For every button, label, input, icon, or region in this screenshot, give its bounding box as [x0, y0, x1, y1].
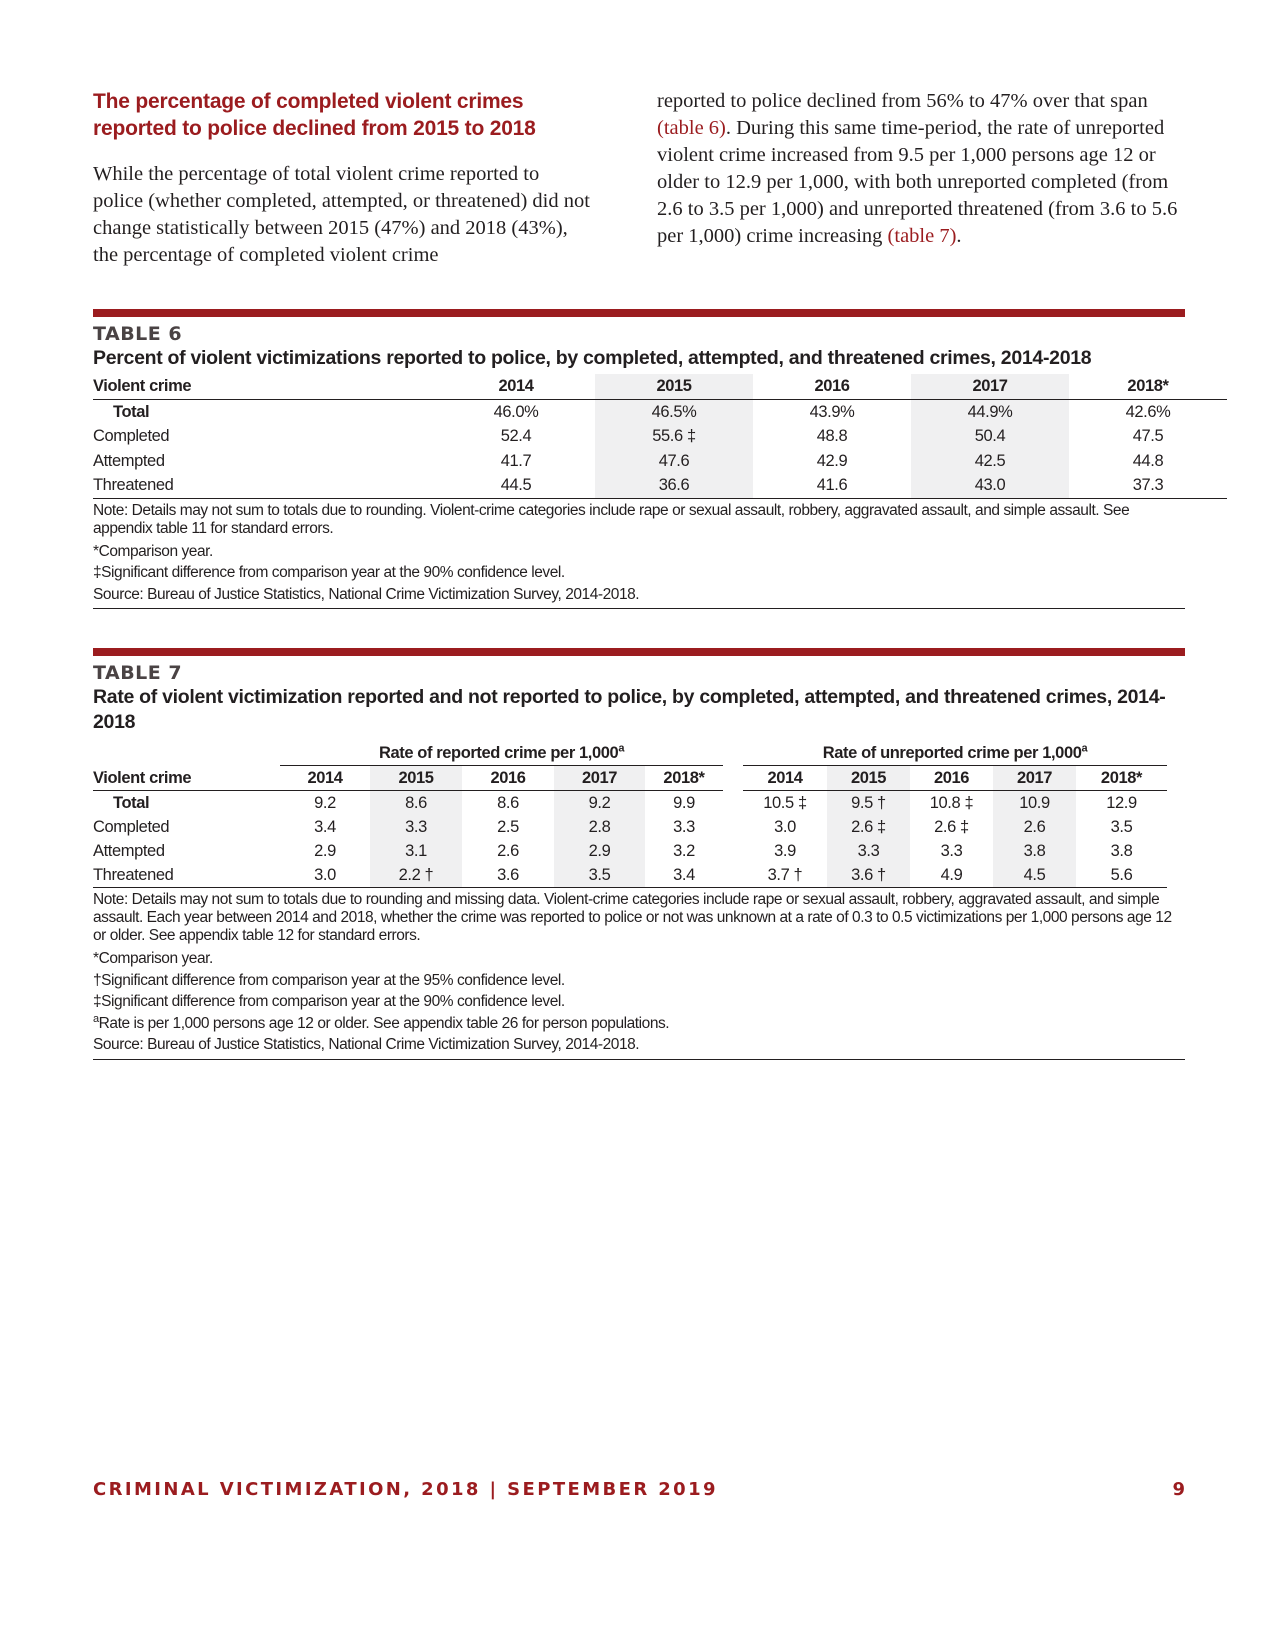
unreported-rate-cell: 10.9: [993, 791, 1076, 815]
reported-rate-cell: 3.6: [462, 863, 554, 888]
table-cell: 41.6: [753, 473, 911, 499]
intro-text-part2: . During this same time-period, the rate of unreported violent crime increased from 9.5 per 1,000 persons age 12 or older to 12.9 per 1,000, with both unreported completed (from 2.6 to 3.5 per 1,000) and unreported threatened (from 3.6 to 5.6 per 1,000) crime increasing: [657, 117, 1178, 247]
table-cell: 46.0%: [493, 402, 539, 421]
column-header-year: 2015: [827, 766, 910, 791]
reported-rate-cell: 3.0: [280, 863, 370, 888]
reported-rate-cell: 2.5: [497, 818, 519, 836]
reported-rate-cell: 3.3: [673, 818, 695, 836]
table-cell: 42.6%: [1125, 402, 1171, 421]
row-label: Threatened: [93, 863, 280, 888]
column-gap: [723, 791, 743, 815]
unreported-rate-cell: 3.7 †: [743, 863, 827, 888]
reported-rate-cell: 2.6: [497, 842, 519, 860]
reported-rate-cell: 2.8: [554, 815, 645, 839]
reported-rate-cell: 9.2: [314, 794, 336, 812]
table-cell: 36.6: [595, 473, 753, 499]
header-spacer: [723, 741, 743, 765]
group-header-unreported-text: Rate of unreported crime per 1,000: [822, 744, 1082, 762]
group-header-unreported: [743, 741, 1167, 766]
row-label: Total: [113, 402, 150, 421]
table-6-label: TABLE 6: [93, 323, 183, 345]
reported-rate-cell: 2.9: [554, 839, 645, 863]
table-7-grid: [93, 741, 1185, 888]
group-header-reported: [280, 741, 723, 766]
table-cell: 47.6: [595, 449, 753, 474]
table-cell: 50.4: [911, 424, 1069, 449]
reported-rate-cell: 3.4: [314, 818, 336, 836]
table-7-significance-90-note: ‡Significant difference from comparison year at the 90% confidence level.: [93, 993, 565, 1010]
unreported-rate-cell: 3.8: [993, 839, 1076, 863]
reported-rate-cell: 2.2 †: [370, 863, 462, 888]
column-header-year: 2016: [753, 374, 911, 400]
intro-text-part3: .: [956, 225, 962, 247]
column-header-year: 2018*: [1069, 374, 1227, 400]
table-6-top-rule: [93, 309, 1185, 317]
unreported-rate-cell: 3.8: [1110, 842, 1133, 860]
reported-rate-cell: 3.2: [673, 842, 695, 860]
row-label: Attempted: [93, 842, 165, 860]
table-6-notes: [93, 499, 1185, 610]
table-cell: 44.5: [437, 473, 595, 499]
column-header-year: 2015: [595, 374, 753, 400]
table-7-link[interactable]: (table 7): [887, 225, 957, 247]
table-cell: 41.7: [500, 451, 532, 470]
unreported-rate-cell: 12.9: [1106, 794, 1137, 812]
row-label: Completed: [93, 818, 170, 836]
table-7-title: Rate of violent victimization reported and not reported to police, by completed, attempted, and threatened crimes, 2014-2018: [93, 686, 1166, 733]
unreported-rate-cell: 2.6 ‡: [827, 815, 910, 839]
table-6-significance-note: ‡Significant difference from comparison year at the 90% confidence level.: [93, 564, 565, 581]
intro-text-part1: reported to police declined from 56% to 47% over that span: [657, 90, 1148, 112]
reported-rate-cell: 8.6: [497, 794, 519, 812]
unreported-rate-cell: 3.9: [774, 842, 796, 860]
table-7-top-rule: [93, 648, 1185, 656]
row-label: Attempted: [93, 451, 165, 470]
table-6-title: Percent of violent victimizations reported to police, by completed, attempted, and threatened crimes, 2014-2018: [93, 347, 1092, 369]
column-header-year: 2016: [910, 766, 993, 791]
reported-rate-cell: 9.9: [673, 794, 695, 812]
table-6-source: Source: Bureau of Justice Statistics, National Crime Victimization Survey, 2014-2018.: [93, 585, 640, 603]
reported-rate-cell: 2.9: [314, 842, 336, 860]
table-7-note: Note: Details may not sum to totals due to rounding and missing data. Violent-crime categories include rape or sexual assault, robbery, aggravated assault, and simple assault. Each year between 2014 and 2018, whether the crime was reported to police or not was unknown at a rate of 0.3 to 0.5 victimizations per 1,000 persons age 12 or older. See appendix table 12 for standard errors.: [93, 891, 1172, 944]
intro-left-column: [93, 88, 593, 269]
table-6-note: Note: Details may not sum to totals due to rounding. Violent-crime categories include rape or sexual assault, robbery, aggravated assault, and simple assault. See appendix table 11 for standard errors.: [93, 501, 1130, 537]
table-cell: 43.0: [911, 473, 1069, 499]
reported-rate-cell: 3.5: [554, 863, 645, 888]
row-label: Total: [113, 794, 150, 812]
reported-rate-cell: 3.3: [370, 815, 462, 839]
column-header-year: 2017: [993, 766, 1076, 791]
row-label: Threatened: [93, 473, 437, 499]
footer-publication-title: CRIMINAL VICTIMIZATION, 2018 | SEPTEMBER 2019: [93, 1479, 718, 1500]
reported-rate-cell: 9.2: [554, 791, 645, 815]
column-gap: [723, 766, 743, 790]
table-7: [93, 648, 1185, 1060]
section-heading: The percentage of completed violent crimes reported to police declined from 2015 to 2018: [93, 90, 536, 140]
column-header-violent-crime: Violent crime: [93, 374, 437, 400]
column-header-violent-crime: Violent crime: [93, 766, 280, 791]
intro-section: [93, 88, 1185, 288]
rate-note-superscript: a: [93, 1012, 99, 1025]
group-header-unreported-sup: a: [1081, 742, 1088, 755]
reported-rate-cell: 8.6: [370, 791, 462, 815]
table-cell: 48.8: [816, 427, 848, 445]
intro-right-column: [657, 88, 1185, 250]
unreported-rate-cell: 4.5: [993, 863, 1076, 888]
unreported-rate-cell: 4.9: [910, 863, 993, 888]
unreported-rate-cell: 3.5: [1110, 818, 1133, 836]
row-label: Completed: [93, 427, 170, 445]
column-gap: [723, 815, 743, 839]
intro-paragraph-left: While the percentage of total violent crime reported to police (whether completed, attempted, or threatened) did not change statistically between 2015 (47%) and 2018 (43%), the percentage of completed violent crime: [93, 163, 590, 266]
column-gap: [723, 839, 743, 863]
page-footer: [93, 1479, 1185, 1505]
table-6: [93, 309, 1185, 609]
table-cell: 42.5: [911, 449, 1069, 474]
column-header-year: 2018*: [1076, 766, 1167, 791]
column-header-year: 2014: [437, 374, 595, 400]
table-cell: 42.9: [816, 451, 848, 470]
table-cell: 55.6 ‡: [595, 424, 753, 449]
table-cell: 37.3: [1069, 473, 1227, 499]
column-header-year: 2016: [462, 766, 554, 791]
table-7-significance-95-note: †Significant difference from comparison year at the 95% confidence level.: [93, 971, 565, 989]
column-header-year: 2014: [280, 766, 370, 791]
intro-paragraph-right: [657, 88, 1185, 250]
unreported-rate-cell: 3.0: [774, 818, 796, 836]
table-cell: 46.5%: [595, 400, 753, 425]
column-header-year: 2017: [554, 766, 645, 791]
unreported-rate-cell: 3.3: [827, 839, 910, 863]
unreported-rate-cell: 3.6 †: [827, 863, 910, 888]
rate-note-text: Rate is per 1,000 persons age 12 or older. See appendix table 26 for person populations.: [98, 1014, 670, 1032]
page-number: 9: [1172, 1479, 1185, 1500]
unreported-rate-cell: 3.3: [940, 842, 963, 860]
table-7-notes: [93, 888, 1185, 1060]
column-header-year: 2018*: [645, 766, 723, 791]
column-gap: [723, 863, 743, 888]
group-header-reported-text: Rate of reported crime per 1,000: [378, 744, 619, 762]
table-7-comparison-note: *Comparison year.: [93, 950, 213, 967]
reported-rate-cell: 3.1: [370, 839, 462, 863]
table-cell: 47.5: [1132, 427, 1164, 445]
column-header-year: 2014: [743, 766, 827, 791]
column-header-year: 2015: [370, 766, 462, 791]
table-cell: 52.4: [500, 427, 532, 445]
header-spacer: [93, 741, 280, 765]
reported-rate-cell: 3.4: [645, 863, 723, 888]
table-6-link[interactable]: (table 6): [657, 117, 726, 139]
table-6-comparison-note: *Comparison year.: [93, 542, 213, 560]
table-cell: 43.9%: [809, 402, 855, 421]
group-header-reported-sup: a: [618, 742, 625, 755]
unreported-rate-cell: 2.6: [993, 815, 1076, 839]
table-7-rate-note: [93, 1013, 1185, 1035]
unreported-rate-cell: 10.8 ‡: [929, 794, 974, 812]
table-7-source: Source: Bureau of Justice Statistics, National Crime Victimization Survey, 2014-2018.: [93, 1036, 640, 1053]
column-header-year: 2017: [911, 374, 1069, 400]
table-cell: 44.9%: [911, 400, 1069, 425]
unreported-rate-cell: 10.5 ‡: [763, 794, 807, 812]
table-cell: 44.8: [1132, 451, 1164, 470]
table-6-grid: [93, 374, 1185, 499]
unreported-rate-cell: 2.6 ‡: [934, 818, 969, 836]
unreported-rate-cell: 9.5 †: [827, 791, 910, 815]
unreported-rate-cell: 5.6: [1076, 863, 1167, 888]
table-7-label: TABLE 7: [93, 662, 183, 684]
